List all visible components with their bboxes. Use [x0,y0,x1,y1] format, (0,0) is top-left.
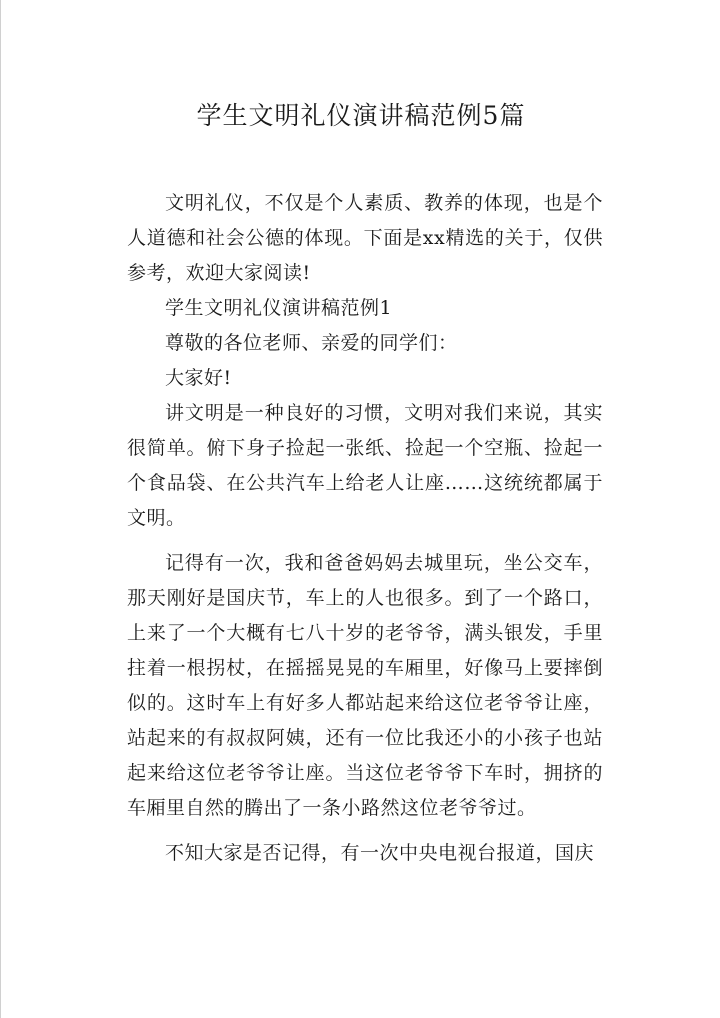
document-title: 学生文明礼仪演讲稿范例5篇 [196,101,526,130]
body-paragraph: 记得有一次，我和爸爸妈妈去城里玩，坐公交车，那天刚好是国庆节，车上的人也很多。到了一个路口，上来了一个大概有七八十岁的老爷爷，满头银发，手里拄着一根拐杖，在摇摇晃晃的车厢里，好像马上要摔倒似的。这时车上有好多人都站起来给这位老爷爷让座，站起来的有叔叔阿姨，还有一位比我还小的小孩子也站起来给这位老爷爷让座。当这位老爷爷下车时，拥挤的车厢里自然的腾出了一条小路然这位老爷爷过。 [127,552,603,819]
intro-paragraph: 文明礼仪，不仅是个人素质、教养的体现，也是个人道德和社会公德的体现。下面是xx精选的关于，仅供参考，欢迎大家阅读! [127,192,603,284]
body-paragraph: 讲文明是一种良好的习惯，文明对我们来说，其实很简单。俯下身子捡起一张纸、捡起一个空瓶、捡起一个食品袋、在公共汽车上给老人让座……这统统都属于文明。 [127,402,603,529]
document-body [127,186,603,871]
salutation: 尊敬的各位老师、亲爱的同学们： [165,332,458,354]
section-heading: 学生文明礼仪演讲稿范例1 [165,297,393,319]
body-paragraph: 不知大家是否记得，有一次中央电视台报道，国庆 [165,842,595,864]
greeting: 大家好! [165,367,232,389]
